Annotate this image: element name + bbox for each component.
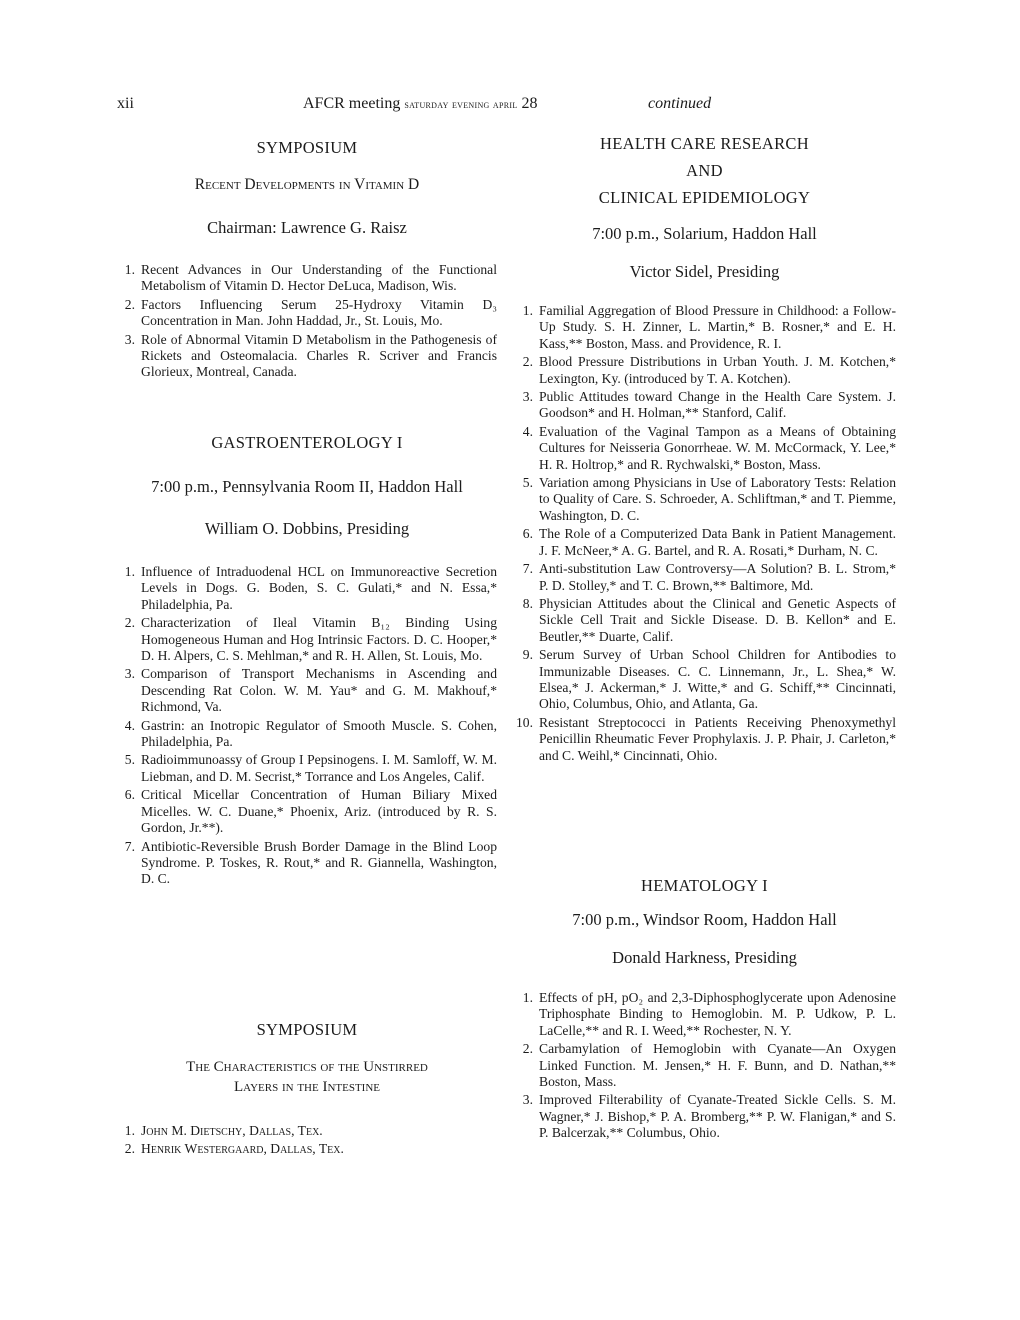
list-item: 2. Factors Influencing Serum 25-Hydroxy Vitamin D₃ Concentration in Man. John Haddad, Jr., St. Louis, Mo. bbox=[124, 296, 497, 329]
list-item: 3. Improved Filterability of Cyanate-Treated Sickle Cells. S. M. Wagner,* J. Bishop,* P. A. Bromberg,** P. W. Flanigan,* and S. P. Balcerzak,** Columbus, Ohio. bbox=[522, 1092, 896, 1141]
list-item: 4. Evaluation of the Vaginal Tampon as a Means of Obtaining Cultures for Neisseria Gonorrheae. W. M. McCormack, Y. Lee,* H. R. Holtrop,* and R. Rychwalski,* Boston, Mass. bbox=[522, 423, 896, 472]
hematology-session bbox=[513, 872, 896, 1144]
gastroenterology-session bbox=[117, 429, 497, 890]
presiding-line: William O. Dobbins, Presiding bbox=[204, 519, 410, 538]
list-item: 5. Variation among Physicians in Use of Laboratory Tests: Relation to Quality of Care. S. Schroeder, A. Schliftman,* and T. Piemme, Washington, D. C. bbox=[522, 475, 896, 523]
list-item: 10. Resistant Streptococci in Patients Receiving Phenoxymethyl Penicillin Rheumatic Fever Prophylaxis. J. P. Phair, J. Carleton,* and C. Weihl,* Cincinnati, Ohio. bbox=[516, 714, 896, 763]
list-item: 1. Effects of pH, pO₂ and 2,3-Diphosphoglycerate upon Adenosine Triphosphate Binding to Hemoglobin. M. P. Udkow, P. L. LaCelle,** and R. I. Weed,** Rochester, N. Y. bbox=[522, 990, 896, 1038]
section-heading-line3: CLINICAL EPIDEMIOLOGY bbox=[598, 188, 811, 207]
list-item: 1. Recent Advances in Our Understanding of the Functional Metabolism of Vitamin D. Hector DeLuca, Madison, Wis. bbox=[124, 262, 497, 294]
health-care-list bbox=[513, 303, 896, 764]
list-item: 2. Blood Pressure Distributions in Urban Youth. J. M. Kotchen,* Lexington, Ky. (introduced by T. A. Kotchen). bbox=[522, 354, 896, 386]
list-item: 1. Influence of Intraduodenal HCL on Immunoreactive Secretion Levels in Dogs. G. Boden, S. C. Gulati,* and N. Essa,* Philadelphia, Pa. bbox=[124, 564, 497, 612]
list-item: 4. Gastrin: an Inotropic Regulator of Smooth Muscle. S. Cohen, Philadelphia, Pa. bbox=[124, 717, 497, 750]
continued-label: continued bbox=[648, 95, 712, 112]
list-item: 8. Physician Attitudes about the Clinical and Genetic Aspects of Sickle Cell Trait and Sickle Disease. D. B. Kellon* and E. Beutler,** Duarte, Calif. bbox=[522, 595, 896, 644]
section-heading: GASTROENTEROLOGY I bbox=[211, 433, 403, 452]
list-item: 2. Henrik Westergaard, Dallas, Tex. bbox=[124, 1141, 344, 1157]
gastro-list bbox=[117, 564, 497, 888]
page-number: xii bbox=[117, 95, 134, 112]
session-time-location: 7:00 p.m., Pennsylvania Room II, Haddon Hall bbox=[151, 477, 463, 496]
chairman-line: Chairman: Lawrence G. Raisz bbox=[207, 218, 407, 237]
list-item: 6. Critical Micellar Concentration of Human Biliary Mixed Micelles. W. C. Duane,* Phoenix, Ariz. (introduced by R. S. Gordon, Jr.**). bbox=[124, 787, 497, 836]
section-heading: HEMATOLOGY I bbox=[641, 876, 768, 895]
presiding-line: Donald Harkness, Presiding bbox=[612, 948, 797, 967]
list-item: 3. Comparison of Transport Mechanisms in Ascending and Descending Rat Colon. W. M. Yau* and G. M. Makhouf,* Richmond, Va. bbox=[124, 666, 497, 715]
list-item: 1. John M. Dietschy, Dallas, Tex. bbox=[124, 1123, 323, 1138]
running-header bbox=[117, 95, 917, 119]
session-time-location: 7:00 p.m., Windsor Room, Haddon Hall bbox=[572, 910, 837, 929]
list-item: 5. Radioimmunoassy of Group I Pepsinogens. I. M. Samloff, W. M. Liebman, and D. M. Secrist,* Torrance and Los Angeles, Calif. bbox=[124, 752, 497, 784]
section-heading: SYMPOSIUM bbox=[256, 1020, 358, 1039]
health-care-research-session bbox=[513, 130, 896, 766]
hematology-list bbox=[513, 990, 896, 1142]
section-subtitle-line2: Layers in the Intestine bbox=[234, 1079, 380, 1095]
list-item: 2. Characterization of Ileal Vitamin B₁₂ Binding Using Homogeneous Human and Hog Intrinsic Factors. D. C. Hooper,* D. H. Alpers, C. S. Mehlman,* and R. H. Allen, St. Louis, Mo. bbox=[124, 615, 497, 664]
section-subtitle: Recent Developments in Vitamin D bbox=[194, 176, 420, 193]
list-item: 1. Familial Aggregation of Blood Pressure in Childhood: a Follow-Up Study. S. H. Zinner, L. Martin,* B. Rosner,* and E. H. Kass,** Boston, Mass. and Providence, R. I. bbox=[522, 303, 896, 351]
session-time-location: 7:00 p.m., Solarium, Haddon Hall bbox=[592, 224, 817, 243]
unstirred-layers-list bbox=[117, 1123, 497, 1158]
presiding-line: Victor Sidel, Presiding bbox=[629, 262, 780, 281]
list-item: 3. Public Attitudes toward Change in the Health Care System. J. Goodson* and H. Holman,** Stanford, Calif. bbox=[522, 389, 896, 421]
list-item: 2. Carbamylation of Hemoglobin with Cyanate—An Oxygen Linked Function. M. Jensen,* H. F. Bunn, and D. Nathan,** Boston, Mass. bbox=[522, 1041, 896, 1090]
list-item: 9. Serum Survey of Urban School Children for Antibodies to Immunizable Diseases. C. C. Linnemann, Jr., L. Shea,* W. Elsea,* J. Ackerman,* J. Witte,* and G. Schiff,** Cincinnati, Ohio, Columbus, Ohio, and Atlanta, Ga. bbox=[522, 647, 896, 712]
section-heading-line1: HEALTH CARE RESEARCH bbox=[600, 134, 809, 153]
list-item: 6. The Role of a Computerized Data Bank in Patient Management. J. F. McNeer,* A. G. Bartel, and R. A. Rosati,* Durham, N. C. bbox=[522, 526, 896, 558]
vitamin-d-list bbox=[117, 262, 497, 381]
section-heading-line2: AND bbox=[686, 161, 723, 180]
running-title: AFCR meeting saturday evening april 28 bbox=[303, 95, 538, 112]
list-item: 3. Role of Abnormal Vitamin D Metabolism in the Pathogenesis of Rickets and Osteomalacia. Charles R. Scriver and Francis Glorieux, Montreal, Canada. bbox=[124, 331, 497, 380]
section-heading: SYMPOSIUM bbox=[256, 138, 358, 157]
list-item: 7. Anti-substitution Law Controversy—A Solution? B. L. Strom,* P. D. Stolley,* and T. C. Brown,** Baltimore, Md. bbox=[522, 561, 896, 593]
symposium-vitamin-d bbox=[117, 134, 497, 383]
list-item: 7. Antibiotic-Reversible Brush Border Damage in the Blind Loop Syndrome. P. Toskes, R. Rout,* and R. Giannella, Washington, D. C. bbox=[124, 838, 497, 887]
symposium-unstirred-layers bbox=[117, 1016, 497, 1160]
section-subtitle-line1: The Characteristics of the Unstirred bbox=[186, 1059, 428, 1075]
